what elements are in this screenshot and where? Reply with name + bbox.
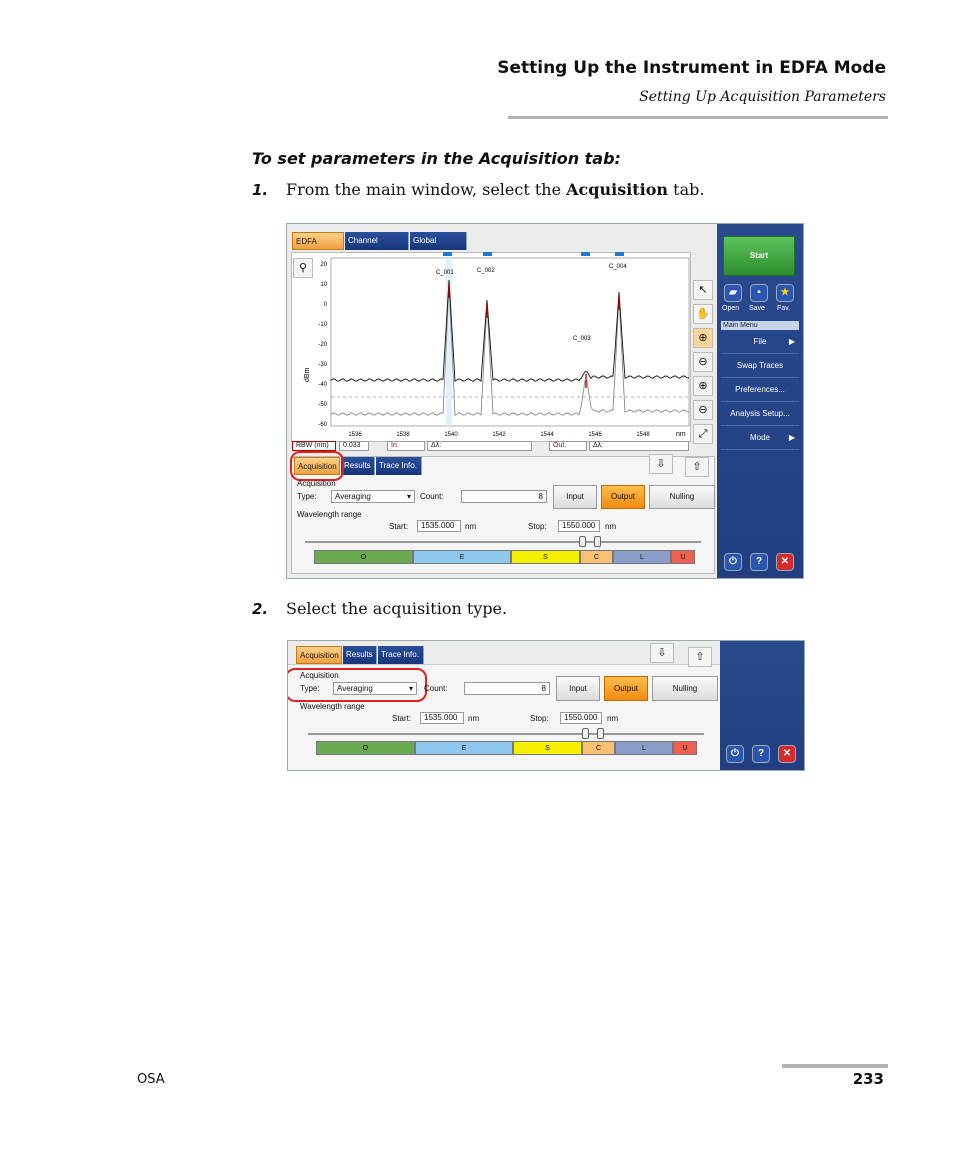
- range-slider-handle-stop[interactable]: [597, 728, 604, 739]
- footer-product: OSA: [137, 1072, 165, 1087]
- step-text-end: tab.: [668, 180, 705, 199]
- y-tick-label: -60: [318, 422, 327, 428]
- band-s: S: [511, 550, 580, 564]
- nulling-button[interactable]: Nulling: [649, 485, 715, 509]
- menu-item-analysis-setup[interactable]: Analysis Setup...: [721, 403, 799, 426]
- help-icon[interactable]: ?: [750, 553, 768, 571]
- band-u: U: [671, 550, 695, 564]
- step-2-text: Select the acquisition type.: [286, 599, 508, 618]
- save-disk-icon[interactable]: ▪: [750, 284, 768, 302]
- in-marker-label: In.: [387, 441, 425, 451]
- band-e: E: [413, 550, 511, 564]
- output-button[interactable]: Output: [604, 676, 648, 701]
- x-tick-label: 1538: [396, 432, 410, 438]
- x-tick-label: 1542: [492, 432, 506, 438]
- zoom-in-icon[interactable]: ⊕: [693, 376, 713, 396]
- tab-results[interactable]: Results: [341, 457, 375, 475]
- zoom-out-icon[interactable]: ⊖: [693, 352, 713, 372]
- band-s: S: [513, 741, 582, 755]
- stop-wavelength-field[interactable]: 1550.000: [560, 712, 602, 724]
- wavelength-group-label: Wavelength range: [300, 702, 365, 711]
- start-field-label: Start:: [392, 714, 412, 723]
- count-label: Count:: [424, 684, 448, 693]
- y-tick-label: -10: [318, 322, 327, 328]
- tab-trace-info[interactable]: Trace Info.: [376, 457, 422, 475]
- band-c: C: [580, 550, 613, 564]
- section-subtitle: Setting Up Acquisition Parameters: [639, 89, 886, 105]
- start-button[interactable]: Start: [723, 236, 795, 276]
- acquisition-group-label: Acquisition: [297, 479, 336, 488]
- range-slider-handle-stop[interactable]: [594, 536, 601, 547]
- range-slider-handle-start[interactable]: [579, 536, 586, 547]
- plot-frame: [331, 258, 689, 426]
- chevron-right-icon: ▶: [788, 337, 795, 346]
- band-o: O: [316, 741, 415, 755]
- rbw-value: 0.033: [339, 441, 369, 451]
- menu-item-swap-traces[interactable]: Swap Traces: [721, 355, 799, 378]
- close-icon[interactable]: ✕: [776, 553, 794, 571]
- menu-item-mode[interactable]: [721, 427, 799, 450]
- collapse-down-icon[interactable]: ⇩: [650, 643, 674, 663]
- tab-global-results[interactable]: Global: [410, 232, 467, 250]
- y-tick-label: 0: [323, 302, 327, 308]
- input-button[interactable]: Input: [553, 485, 597, 509]
- menu-item-preferences[interactable]: Preferences...: [721, 379, 799, 402]
- channel-label: C_003: [573, 336, 591, 342]
- hand-pan-icon[interactable]: ✋: [693, 304, 713, 324]
- close-icon[interactable]: ✕: [778, 745, 796, 763]
- channel-label: C_001: [436, 270, 454, 276]
- band-l: L: [613, 550, 671, 564]
- channel-flag: [443, 252, 452, 256]
- stop-field-label: Stop:: [528, 522, 547, 531]
- step-text-bold: Acquisition: [566, 180, 669, 199]
- output-button[interactable]: Output: [601, 485, 645, 509]
- tab-acquisition[interactable]: Acquisition: [294, 457, 340, 475]
- x-tick-label: 1544: [540, 432, 554, 438]
- count-field[interactable]: 8: [464, 682, 550, 695]
- chevron-down-icon: ▾: [406, 492, 411, 501]
- in-delta-fields: [427, 441, 532, 451]
- type-label: Type:: [297, 492, 317, 501]
- chevron-down-icon: ▾: [408, 684, 413, 693]
- y-tick-label: -50: [318, 402, 327, 408]
- x-tick-label: 1546: [588, 432, 602, 438]
- screenshot-acquisition-type: [287, 640, 805, 771]
- step-number: 1.: [252, 181, 269, 199]
- y-tick-label: -40: [318, 382, 327, 388]
- start-wavelength-field[interactable]: 1535.000: [417, 520, 461, 532]
- range-slider-track[interactable]: [308, 733, 704, 735]
- expand-up-icon[interactable]: ⇧: [685, 457, 709, 477]
- power-icon[interactable]: ⏻: [726, 745, 744, 763]
- acquisition-group-label: Acquisition: [300, 671, 339, 680]
- band-c: C: [582, 741, 615, 755]
- highlight-circle: [290, 451, 344, 481]
- step-number: 2.: [252, 600, 269, 618]
- favorite-star-icon[interactable]: ★: [776, 284, 794, 302]
- y-axis-label: dBm: [304, 367, 311, 382]
- start-wavelength-field[interactable]: 1535.000: [420, 712, 464, 724]
- power-icon[interactable]: ⏻: [724, 553, 742, 571]
- full-scale-icon[interactable]: ⤢: [693, 424, 713, 444]
- stop-unit: nm: [605, 522, 617, 531]
- step-1-text: [286, 180, 704, 199]
- tab-trace-info[interactable]: Trace Info.: [378, 646, 424, 664]
- fav-label: Fav.: [777, 305, 791, 312]
- channel-flag: [615, 252, 624, 256]
- start-unit: nm: [468, 714, 480, 723]
- expand-up-icon[interactable]: ⇧: [688, 647, 712, 667]
- step-2: [252, 599, 268, 618]
- highlight-circle: [287, 668, 427, 702]
- y-tick-label: 20: [320, 262, 327, 268]
- spectrum-chart: [291, 252, 691, 442]
- out-delta-lambda: Δλ:: [593, 442, 604, 449]
- tab-channel-results[interactable]: Channel: [345, 232, 409, 250]
- x-tick-label: 1536: [348, 432, 362, 438]
- footer-rule: [782, 1064, 888, 1068]
- type-value: Averaging: [335, 492, 371, 501]
- stop-field-label: Stop:: [530, 714, 549, 723]
- help-icon[interactable]: ?: [752, 745, 770, 763]
- input-button[interactable]: Input: [556, 676, 600, 701]
- screenshot-main-window: [286, 223, 804, 579]
- procedure-title: To set parameters in the Acquisition tab:: [252, 149, 621, 168]
- y-tick-label: 10: [320, 282, 327, 288]
- band-u: U: [673, 741, 697, 755]
- x-axis-unit: nm: [676, 431, 686, 438]
- type-label: Type:: [300, 684, 320, 693]
- channel-label: C_002: [477, 268, 495, 274]
- stop-unit: nm: [607, 714, 619, 723]
- chevron-right-icon: ▶: [788, 433, 795, 442]
- stop-wavelength-field[interactable]: 1550.000: [558, 520, 600, 532]
- band-l: L: [615, 741, 673, 755]
- count-label: Count:: [420, 492, 444, 501]
- out-delta-fields: [589, 441, 689, 451]
- out-marker-label: Out.: [549, 441, 587, 451]
- section-title: Setting Up the Instrument in EDFA Mode: [497, 58, 886, 78]
- range-slider-track[interactable]: [305, 541, 701, 543]
- main-menu-title: Main Menu: [721, 321, 799, 330]
- x-tick-label: 1548: [636, 432, 650, 438]
- type-value: Averaging: [337, 684, 373, 693]
- marker-tool-icon[interactable]: ⚲: [293, 258, 313, 278]
- save-label: Save: [749, 305, 765, 312]
- menu-file-label: File: [753, 337, 767, 346]
- tab-results[interactable]: Results: [343, 646, 377, 664]
- y-tick-label: -20: [318, 342, 327, 348]
- in-delta-lambda: Δλ:: [431, 442, 442, 449]
- band-o: O: [314, 550, 413, 564]
- step-text: From the main window, select the: [286, 180, 567, 199]
- type-dropdown[interactable]: [331, 490, 415, 503]
- rbw-label: RBW (nm): [292, 441, 336, 451]
- channel-label: C_004: [609, 264, 627, 270]
- channel-flag: [483, 252, 492, 256]
- y-tick-label: -30: [318, 362, 327, 368]
- start-field-label: Start:: [389, 522, 409, 531]
- open-label: Open: [722, 305, 740, 312]
- menu-item-file[interactable]: [721, 331, 799, 354]
- x-tick-label: 1540: [444, 432, 458, 438]
- tab-acquisition[interactable]: Acquisition: [296, 646, 342, 664]
- channel-flag: [581, 252, 590, 256]
- pointer-icon[interactable]: ↖: [693, 280, 713, 300]
- menu-mode-label: Mode: [749, 433, 770, 442]
- band-e: E: [415, 741, 513, 755]
- step-1: [252, 180, 268, 199]
- page-number: 233: [852, 1070, 884, 1088]
- tab-edfa-graph[interactable]: EDFA: [292, 232, 344, 250]
- collapse-down-icon[interactable]: ⇩: [649, 454, 673, 474]
- open-folder-icon[interactable]: ▰: [724, 284, 742, 302]
- header-rule: [508, 116, 888, 119]
- range-slider-handle-start[interactable]: [582, 728, 589, 739]
- count-field[interactable]: 8: [461, 490, 547, 503]
- zoom-fit-icon[interactable]: ⊖: [693, 400, 713, 420]
- nulling-button[interactable]: Nulling: [652, 676, 718, 701]
- zoom-area-icon[interactable]: ⊕: [693, 328, 713, 348]
- start-unit: nm: [465, 522, 477, 531]
- wavelength-group-label: Wavelength range: [297, 510, 362, 519]
